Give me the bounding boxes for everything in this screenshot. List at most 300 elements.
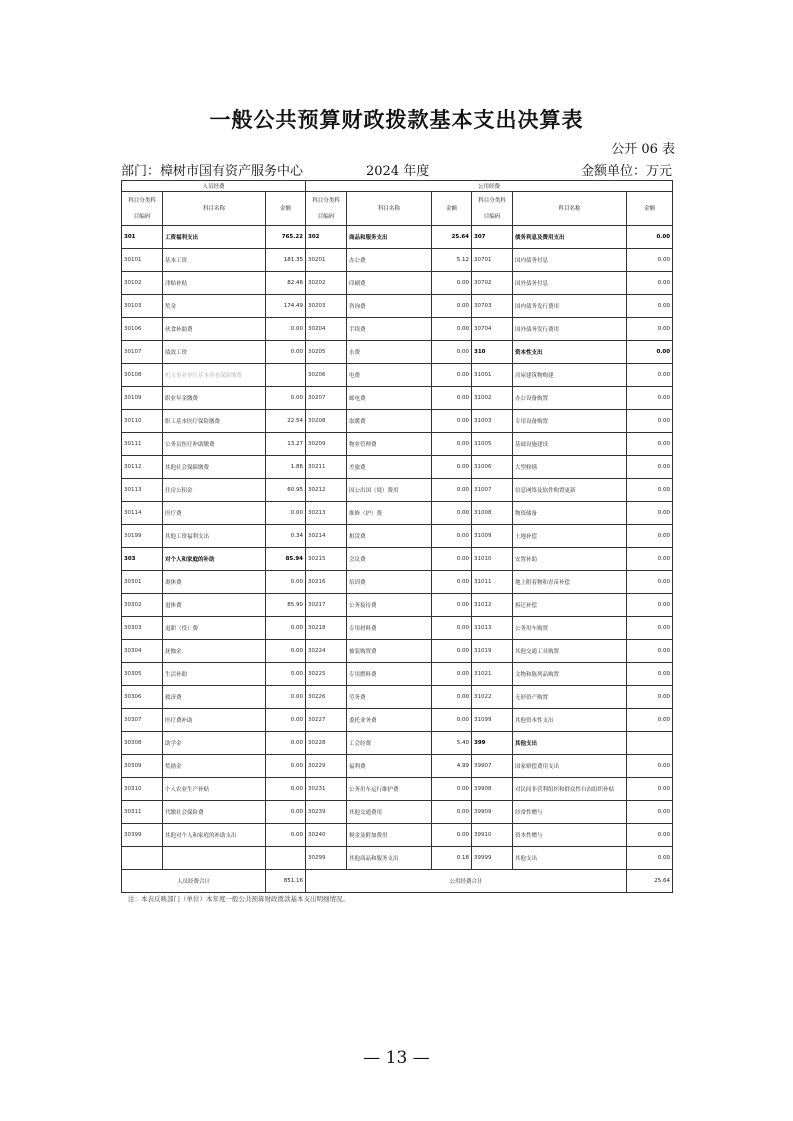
subject-code: 31012 — [472, 594, 513, 617]
subject-code: 30399 — [122, 824, 163, 847]
subject-name: 职业年金缴费 — [163, 387, 266, 410]
table-row — [122, 755, 673, 778]
col-header-name: 科目名称 — [513, 192, 627, 226]
subject-name: 对民间非营利组织和群众性自治组织补贴 — [513, 778, 627, 801]
table-row — [122, 617, 673, 640]
subject-name: 手续费 — [347, 318, 432, 341]
amount: 0.00 — [627, 617, 673, 640]
amount: 0.00 — [627, 801, 673, 824]
subject-name: 生活补助 — [163, 663, 266, 686]
subject-name: 抚恤金 — [163, 640, 266, 663]
amount: 0.00 — [627, 755, 673, 778]
subject-code: 30212 — [306, 479, 347, 502]
amount: 0.00 — [627, 249, 673, 272]
amount: 0.00 — [266, 502, 306, 525]
amount: 0.00 — [266, 824, 306, 847]
amount — [266, 364, 306, 387]
subject-name: 公务员医疗补助缴费 — [163, 433, 266, 456]
amount: 181.35 — [266, 249, 306, 272]
subject-name: 伙食补助费 — [163, 318, 266, 341]
subject-name: 房屋建筑物购建 — [513, 364, 627, 387]
amount: 0.00 — [432, 824, 472, 847]
subject-name: 国内债务发行费用 — [513, 295, 627, 318]
subject-code: 30704 — [472, 318, 513, 341]
subject-code: 30227 — [306, 709, 347, 732]
subject-code: 30209 — [306, 433, 347, 456]
subject-name: 退休费 — [163, 594, 266, 617]
subject-name: 信息网络及软件购置更新 — [513, 479, 627, 502]
expenditure-table — [121, 180, 673, 893]
total-personnel-label: 人员经费合计 — [122, 870, 266, 893]
subject-name: 代缴社会保险费 — [163, 801, 266, 824]
subject-code: 30304 — [122, 640, 163, 663]
subject-code: 31019 — [472, 640, 513, 663]
amount: 0.00 — [432, 663, 472, 686]
subject-code: 39908 — [472, 778, 513, 801]
table-row — [122, 295, 673, 318]
subject-name: 其他商品和服务支出 — [347, 847, 432, 870]
amount: 13.27 — [266, 433, 306, 456]
subject-name: 其他对个人和家庭的补助支出 — [163, 824, 266, 847]
subject-code: 30109 — [122, 387, 163, 410]
amount: 0.00 — [627, 502, 673, 525]
subject-name: 奖金 — [163, 295, 266, 318]
subject-code: 301 — [122, 226, 163, 249]
subject-name: 被装购置费 — [347, 640, 432, 663]
total-personnel-amount: 851.16 — [266, 870, 306, 893]
subject-name: 机关事业单位基本养老保险缴费 — [163, 364, 266, 387]
totals-row — [122, 870, 673, 893]
amount: 0.00 — [432, 318, 472, 341]
amount: 82.46 — [266, 272, 306, 295]
table-row — [122, 341, 673, 364]
subject-name: 办公设备购置 — [513, 387, 627, 410]
subject-code: 31001 — [472, 364, 513, 387]
subject-code: 30305 — [122, 663, 163, 686]
subject-code: 307 — [472, 226, 513, 249]
subject-name: 其他社会保障缴费 — [163, 456, 266, 479]
subject-code: 31002 — [472, 387, 513, 410]
subject-code: 30309 — [122, 755, 163, 778]
subject-name: 大型修缮 — [513, 456, 627, 479]
subject-code: 31011 — [472, 571, 513, 594]
amount: 0.00 — [266, 732, 306, 755]
subject-code: 30204 — [306, 318, 347, 341]
table-row — [122, 272, 673, 295]
subject-name: 奖励金 — [163, 755, 266, 778]
table-row — [122, 433, 673, 456]
amount: 765.22 — [266, 226, 306, 249]
subject-code: 30224 — [306, 640, 347, 663]
subject-code: 30102 — [122, 272, 163, 295]
amount: 0.00 — [627, 226, 673, 249]
subject-name: 邮电费 — [347, 387, 432, 410]
amount: 0.00 — [266, 341, 306, 364]
department-label: 部门：樟树市国有资产服务中心 — [121, 164, 304, 179]
subject-code: 30202 — [306, 272, 347, 295]
subject-name: 咨询费 — [347, 295, 432, 318]
subject-code: 30114 — [122, 502, 163, 525]
amount: 0.00 — [627, 640, 673, 663]
subject-code: 30218 — [306, 617, 347, 640]
subject-code: 30103 — [122, 295, 163, 318]
amount — [627, 732, 673, 755]
subject-code: 30113 — [122, 479, 163, 502]
subject-name: 其他交通工具购置 — [513, 640, 627, 663]
col-header-code: 科目分类科 目编码 — [472, 192, 513, 226]
subject-code: 30203 — [306, 295, 347, 318]
amount: 0.00 — [432, 571, 472, 594]
table-row — [122, 709, 673, 732]
subject-code: 30207 — [306, 387, 347, 410]
subject-name: 商品和服务支出 — [347, 226, 432, 249]
subject-name: 电费 — [347, 364, 432, 387]
total-public-amount: 25.64 — [627, 870, 673, 893]
subject-code: 30214 — [306, 525, 347, 548]
subject-name: 办公费 — [347, 249, 432, 272]
amount — [266, 847, 306, 870]
subject-name: 租赁费 — [347, 525, 432, 548]
amount: 0.00 — [627, 594, 673, 617]
subject-code: 31009 — [472, 525, 513, 548]
subject-name: 工会经费 — [347, 732, 432, 755]
subject-code: 31006 — [472, 456, 513, 479]
subject-name: 绩效工资 — [163, 341, 266, 364]
subject-code: 30301 — [122, 571, 163, 594]
table-row — [122, 640, 673, 663]
subject-name: 拆迁补偿 — [513, 594, 627, 617]
amount: 0.00 — [266, 387, 306, 410]
amount: 0.00 — [266, 318, 306, 341]
table-row — [122, 824, 673, 847]
table-row — [122, 594, 673, 617]
subject-code: 30240 — [306, 824, 347, 847]
subject-name: 因公出国（境）费用 — [347, 479, 432, 502]
amount: 0.00 — [627, 433, 673, 456]
subject-name: 职工基本医疗保险缴费 — [163, 410, 266, 433]
subject-code: 30239 — [306, 801, 347, 824]
subject-code: 30310 — [122, 778, 163, 801]
amount: 0.00 — [627, 456, 673, 479]
table-row — [122, 318, 673, 341]
subject-code: 30299 — [306, 847, 347, 870]
amount: 0.00 — [432, 502, 472, 525]
subject-code: 39910 — [472, 824, 513, 847]
table-row — [122, 456, 673, 479]
amount: 0.00 — [432, 410, 472, 433]
subject-code: 30199 — [122, 525, 163, 548]
table-row — [122, 479, 673, 502]
amount: 0.00 — [432, 295, 472, 318]
total-public-label: 公用经费合计 — [306, 870, 627, 893]
amount: 0.00 — [627, 318, 673, 341]
amount: 0.00 — [432, 801, 472, 824]
group-header-personnel: 人员经费 — [122, 181, 306, 192]
subject-code: 303 — [122, 548, 163, 571]
subject-name: 培训费 — [347, 571, 432, 594]
subject-name: 个人农业生产补贴 — [163, 778, 266, 801]
subject-code: 30216 — [306, 571, 347, 594]
amount: 0.00 — [432, 525, 472, 548]
unit-label: 金额单位：万元 — [580, 164, 672, 179]
amount: 0.00 — [627, 548, 673, 571]
subject-name: 医疗费 — [163, 502, 266, 525]
year-label: 2024 年度 — [366, 164, 430, 179]
subject-code: 30229 — [306, 755, 347, 778]
subject-code: 30302 — [122, 594, 163, 617]
amount: 0.00 — [627, 479, 673, 502]
subject-name: 印刷费 — [347, 272, 432, 295]
page-number: — 13 — — [363, 1048, 430, 1068]
subject-name: 无形资产购置 — [513, 686, 627, 709]
table-row — [122, 663, 673, 686]
subject-code: 30111 — [122, 433, 163, 456]
subject-code: 30308 — [122, 732, 163, 755]
subject-name: 国外债务付息 — [513, 272, 627, 295]
subject-name: 其他资本性支出 — [513, 709, 627, 732]
amount: 4.99 — [432, 755, 472, 778]
subject-name: 专用燃料费 — [347, 663, 432, 686]
amount: 1.86 — [266, 456, 306, 479]
subject-code — [122, 847, 163, 870]
subject-code: 31022 — [472, 686, 513, 709]
subject-code: 30206 — [306, 364, 347, 387]
amount: 0.00 — [627, 525, 673, 548]
amount: 0.00 — [432, 479, 472, 502]
subject-code: 30701 — [472, 249, 513, 272]
amount: 0.00 — [266, 571, 306, 594]
subject-name: 其他工资福利支出 — [163, 525, 266, 548]
subject-code: 31099 — [472, 709, 513, 732]
subject-code: 30215 — [306, 548, 347, 571]
subject-name: 医疗费补助 — [163, 709, 266, 732]
subject-code: 310 — [472, 341, 513, 364]
subject-name: 文物和陈列品购置 — [513, 663, 627, 686]
footnote: 注：本表反映部门（单位）本年度一般公共预算财政拨款基本支出明细情况。 — [128, 895, 349, 903]
subject-name: 税金及附加费用 — [347, 824, 432, 847]
subject-code: 30231 — [306, 778, 347, 801]
amount: 0.00 — [432, 709, 472, 732]
subject-code: 30108 — [122, 364, 163, 387]
subject-code: 30228 — [306, 732, 347, 755]
col-header-amount: 金额 — [266, 192, 306, 226]
amount: 0.00 — [627, 295, 673, 318]
table-row — [122, 801, 673, 824]
amount: 0.00 — [432, 341, 472, 364]
subject-code: 30110 — [122, 410, 163, 433]
subject-name: 救济费 — [163, 686, 266, 709]
table-row — [122, 686, 673, 709]
amount: 0.00 — [432, 778, 472, 801]
subject-name: 土地补偿 — [513, 525, 627, 548]
amount: 0.00 — [432, 686, 472, 709]
amount: 174.49 — [266, 295, 306, 318]
subject-name: 离休费 — [163, 571, 266, 594]
amount: 0.00 — [627, 410, 673, 433]
amount: 0.00 — [627, 686, 673, 709]
col-header-name: 科目名称 — [347, 192, 432, 226]
col-header-amount: 金额 — [627, 192, 673, 226]
subject-code: 30107 — [122, 341, 163, 364]
subject-name: 维修（护）费 — [347, 502, 432, 525]
subject-code: 30311 — [122, 801, 163, 824]
amount: 0.00 — [266, 755, 306, 778]
subject-name: 国家赔偿费用支出 — [513, 755, 627, 778]
amount: 0.00 — [627, 341, 673, 364]
amount: 0.00 — [432, 640, 472, 663]
amount: 0.00 — [627, 709, 673, 732]
amount: 85.94 — [266, 548, 306, 571]
subject-code: 30106 — [122, 318, 163, 341]
subject-code: 39909 — [472, 801, 513, 824]
table-row — [122, 778, 673, 801]
page-title: 一般公共预算财政拨款基本支出决算表 — [209, 108, 584, 132]
amount: 0.00 — [266, 778, 306, 801]
subject-code: 31003 — [472, 410, 513, 433]
subject-code: 30201 — [306, 249, 347, 272]
subject-name: 地上附着物和青苗补偿 — [513, 571, 627, 594]
table-row — [122, 502, 673, 525]
amount: 5.40 — [432, 732, 472, 755]
amount: 0.00 — [432, 272, 472, 295]
amount: 0.00 — [266, 801, 306, 824]
amount: 0.00 — [627, 387, 673, 410]
subject-name: 会议费 — [347, 548, 432, 571]
amount: 0.00 — [627, 364, 673, 387]
subject-code: 30303 — [122, 617, 163, 640]
subject-name — [163, 847, 266, 870]
amount: 0.00 — [627, 824, 673, 847]
subject-name: 公务用车购置 — [513, 617, 627, 640]
group-header-public: 公用经费 — [306, 181, 673, 192]
subject-name: 资本性赠与 — [513, 824, 627, 847]
subject-name: 工资福利支出 — [163, 226, 266, 249]
amount: 0.34 — [266, 525, 306, 548]
table-row — [122, 732, 673, 755]
subject-code: 30307 — [122, 709, 163, 732]
amount: 0.00 — [627, 778, 673, 801]
subject-code: 30306 — [122, 686, 163, 709]
subject-code: 30208 — [306, 410, 347, 433]
subject-code: 31021 — [472, 663, 513, 686]
amount: 0.00 — [266, 663, 306, 686]
amount: 0.00 — [432, 364, 472, 387]
amount: 0.00 — [266, 709, 306, 732]
subject-name: 安置补助 — [513, 548, 627, 571]
amount: 0.00 — [432, 548, 472, 571]
amount: 5.12 — [432, 249, 472, 272]
subject-code: 30213 — [306, 502, 347, 525]
subject-name: 基础设施建设 — [513, 433, 627, 456]
subject-name: 其他支出 — [513, 732, 627, 755]
subject-name: 委托业务费 — [347, 709, 432, 732]
subject-code: 30205 — [306, 341, 347, 364]
col-header-name: 科目名称 — [163, 192, 266, 226]
subject-code: 30702 — [472, 272, 513, 295]
table-row — [122, 525, 673, 548]
subject-name: 对个人和家庭的补助 — [163, 548, 266, 571]
form-number: 公开 06 表 — [611, 142, 675, 157]
subject-name: 专用设备购置 — [513, 410, 627, 433]
subject-code: 31007 — [472, 479, 513, 502]
subject-code: 30226 — [306, 686, 347, 709]
subject-name: 福利费 — [347, 755, 432, 778]
amount: 25.64 — [432, 226, 472, 249]
subject-name: 水费 — [347, 341, 432, 364]
subject-code: 30211 — [306, 456, 347, 479]
subject-name: 国内债务付息 — [513, 249, 627, 272]
subject-name: 国外债务发行费用 — [513, 318, 627, 341]
subject-name: 公务接待费 — [347, 594, 432, 617]
subject-name: 公务用车运行维护费 — [347, 778, 432, 801]
subject-name: 劳务费 — [347, 686, 432, 709]
subject-name: 取暖费 — [347, 410, 432, 433]
subject-code: 31008 — [472, 502, 513, 525]
subject-name: 退职（役）费 — [163, 617, 266, 640]
table-row — [122, 548, 673, 571]
subject-name: 资本性支出 — [513, 341, 627, 364]
col-header-code: 科目分类科 目编码 — [122, 192, 163, 226]
amount: 0.00 — [266, 640, 306, 663]
amount: 0.18 — [432, 847, 472, 870]
subject-code: 31010 — [472, 548, 513, 571]
amount: 0.00 — [432, 617, 472, 640]
subject-code: 30703 — [472, 295, 513, 318]
col-header-code: 科目分类科 目编码 — [306, 192, 347, 226]
table-row — [122, 410, 673, 433]
subject-name: 津贴补贴 — [163, 272, 266, 295]
amount: 22.54 — [266, 410, 306, 433]
amount: 0.00 — [432, 456, 472, 479]
table-row — [122, 249, 673, 272]
subject-code: 302 — [306, 226, 347, 249]
subject-code: 31013 — [472, 617, 513, 640]
amount: 60.95 — [266, 479, 306, 502]
subject-code: 39907 — [472, 755, 513, 778]
table-row — [122, 226, 673, 249]
amount: 0.00 — [627, 571, 673, 594]
subject-code: 399 — [472, 732, 513, 755]
subject-name: 其他支出 — [513, 847, 627, 870]
subject-code: 31005 — [472, 433, 513, 456]
amount: 0.00 — [627, 272, 673, 295]
table-row — [122, 387, 673, 410]
col-header-amount: 金额 — [432, 192, 472, 226]
table-row — [122, 847, 673, 870]
subject-name: 基本工资 — [163, 249, 266, 272]
subject-name: 助学金 — [163, 732, 266, 755]
subject-name: 其他交通费用 — [347, 801, 432, 824]
subject-code: 30225 — [306, 663, 347, 686]
amount: 0.00 — [627, 847, 673, 870]
subject-code: 30101 — [122, 249, 163, 272]
amount: 0.00 — [432, 594, 472, 617]
subject-name: 住房公积金 — [163, 479, 266, 502]
subject-name: 差旅费 — [347, 456, 432, 479]
subject-code: 39999 — [472, 847, 513, 870]
table-row — [122, 571, 673, 594]
subject-name: 经常性赠与 — [513, 801, 627, 824]
amount: 0.00 — [432, 433, 472, 456]
amount: 0.00 — [266, 617, 306, 640]
amount: 85.90 — [266, 594, 306, 617]
subject-name: 债务利息及费用支出 — [513, 226, 627, 249]
amount: 0.00 — [432, 387, 472, 410]
subject-name: 物资储备 — [513, 502, 627, 525]
subject-name: 物业管理费 — [347, 433, 432, 456]
subject-code: 30112 — [122, 456, 163, 479]
subject-code: 30217 — [306, 594, 347, 617]
